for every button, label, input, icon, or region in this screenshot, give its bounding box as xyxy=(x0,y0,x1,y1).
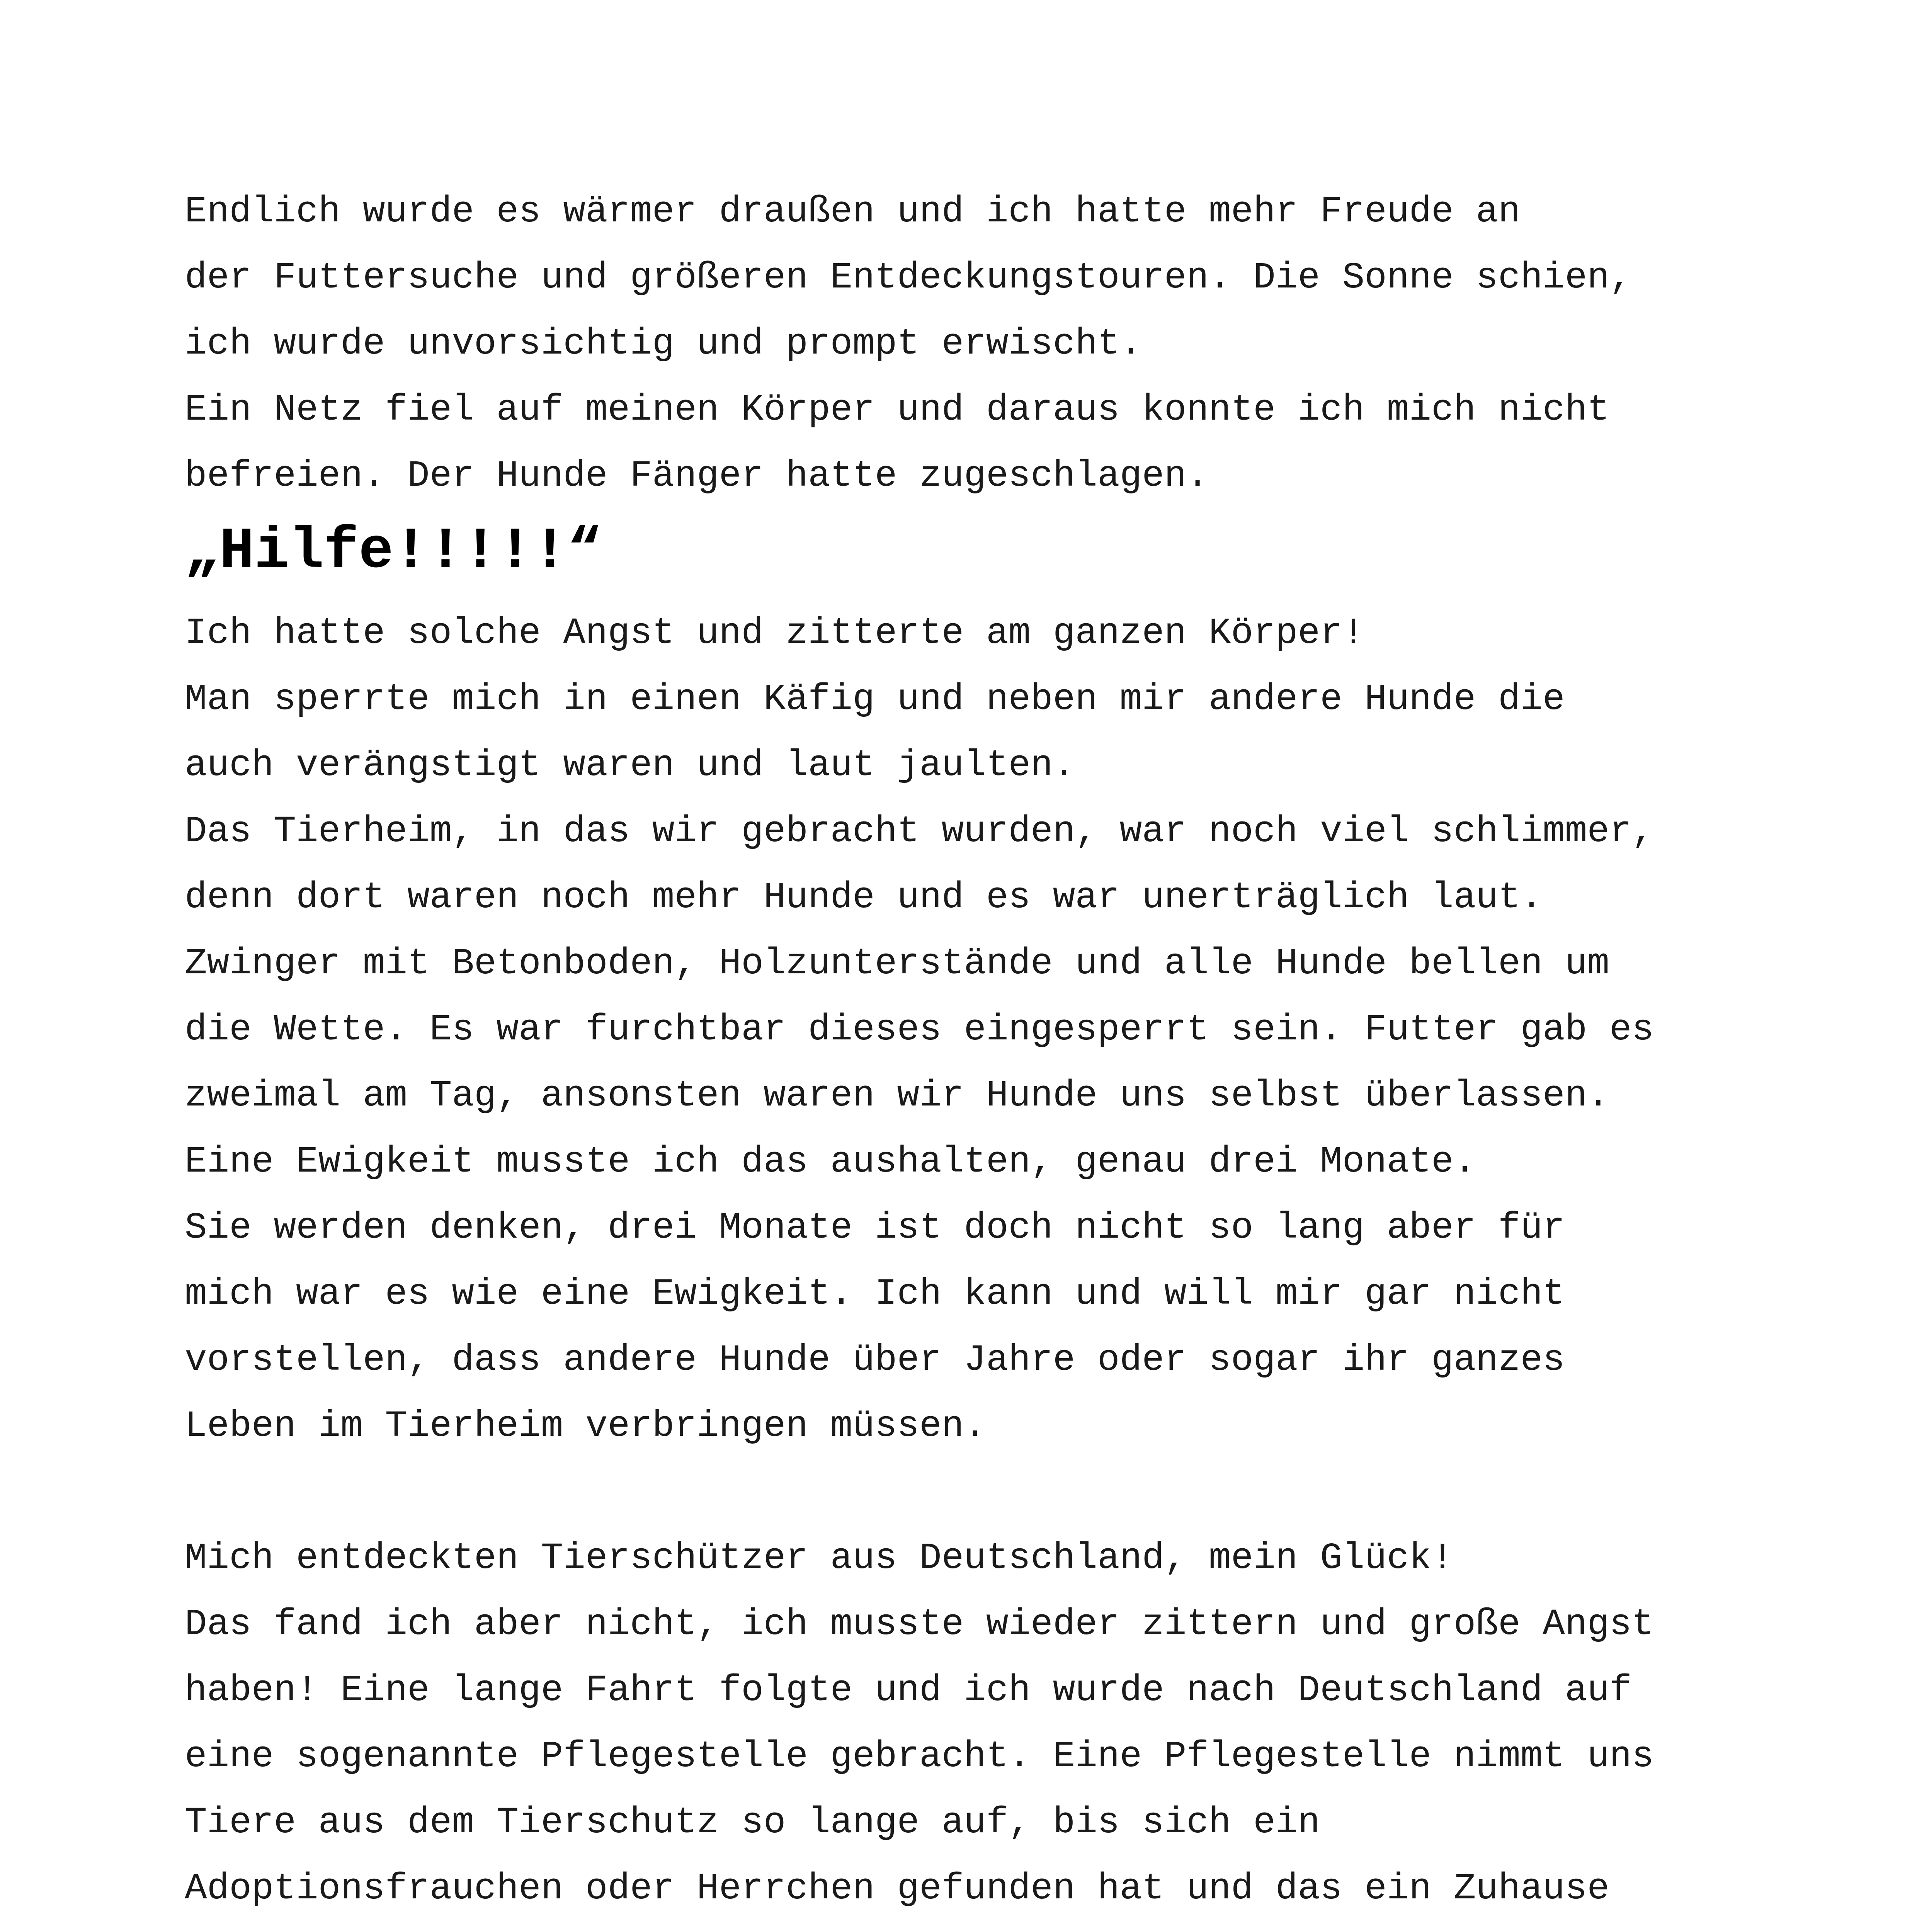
text-line xyxy=(185,1922,1769,1932)
text-line: Das Tierheim, in das wir gebracht wurden, war noch viel schlimmer, xyxy=(185,810,1654,852)
text-line: Mich entdeckten Tierschützer aus Deutschland, mein Glück! xyxy=(185,1537,1454,1579)
body-text xyxy=(185,179,1769,1932)
text-line: Zwinger mit Betonboden, Holzunterstände und alle Hunde bellen um xyxy=(185,942,1609,985)
text-line: auch verängstigt waren und laut jaulten. xyxy=(185,744,1075,786)
paragraph-2 xyxy=(185,600,1769,1459)
text-line: denn dort waren noch mehr Hunde und es war unerträglich laut. xyxy=(185,876,1543,918)
text-line: Das fand ich aber nicht, ich musste wieder zittern und große Angst xyxy=(185,1603,1654,1645)
paragraph-1 xyxy=(185,179,1769,509)
text-line: zweimal am Tag, ansonsten waren wir Hunde uns selbst überlassen. xyxy=(185,1075,1609,1117)
text-line: Sie werden denken, drei Monate ist doch nicht so lang aber für xyxy=(185,1207,1565,1249)
text-line: haben! Eine lange Fahrt folgte und ich wurde nach Deutschland auf xyxy=(185,1669,1632,1711)
text-line: mich war es wie eine Ewigkeit. Ich kann und will mir gar nicht xyxy=(185,1273,1565,1315)
text-line: Endlich wurde es wärmer draußen und ich hatte mehr Freude an xyxy=(185,190,1521,233)
text-line: vorstellen, dass andere Hunde über Jahre oder sogar ihr ganzes xyxy=(185,1339,1565,1381)
heading-hilfe: „Hilfe!!!!!“ xyxy=(185,519,602,585)
paragraph-3 xyxy=(185,1525,1769,1932)
text-line: eine sogenannte Pflegestelle gebracht. Eine Pflegestelle nimmt uns xyxy=(185,1735,1654,1777)
text-line: Ich hatte solche Angst und zitterte am ganzen Körper! xyxy=(185,612,1365,654)
text-line: befreien. Der Hunde Fänger hatte zugeschlagen. xyxy=(185,455,1209,497)
text-line: Leben im Tierheim verbringen müssen. xyxy=(185,1405,986,1447)
text-line: ich wurde unvorsichtig und prompt erwischt. xyxy=(185,323,1142,365)
text-line: Adoptionsfrauchen oder Herrchen gefunden hat und das ein Zuhause xyxy=(185,1867,1609,1910)
text-line: der Futtersuche und größeren Entdeckungstouren. Die Sonne schien, xyxy=(185,257,1632,299)
text-line: die Wette. Es war furchtbar dieses eingesperrt sein. Futter gab es xyxy=(185,1009,1654,1051)
text-line: Man sperrte mich in einen Käfig und neben mir andere Hunde die xyxy=(185,678,1565,720)
text-line: Eine Ewigkeit musste ich das aushalten, genau drei Monate. xyxy=(185,1141,1476,1183)
text-line: Tiere aus dem Tierschutz so lange auf, bis sich ein xyxy=(185,1801,1320,1844)
text-line: Ein Netz fiel auf meinen Körper und daraus konnte ich mich nicht xyxy=(185,389,1609,431)
paragraph-spacer xyxy=(185,1459,1769,1525)
